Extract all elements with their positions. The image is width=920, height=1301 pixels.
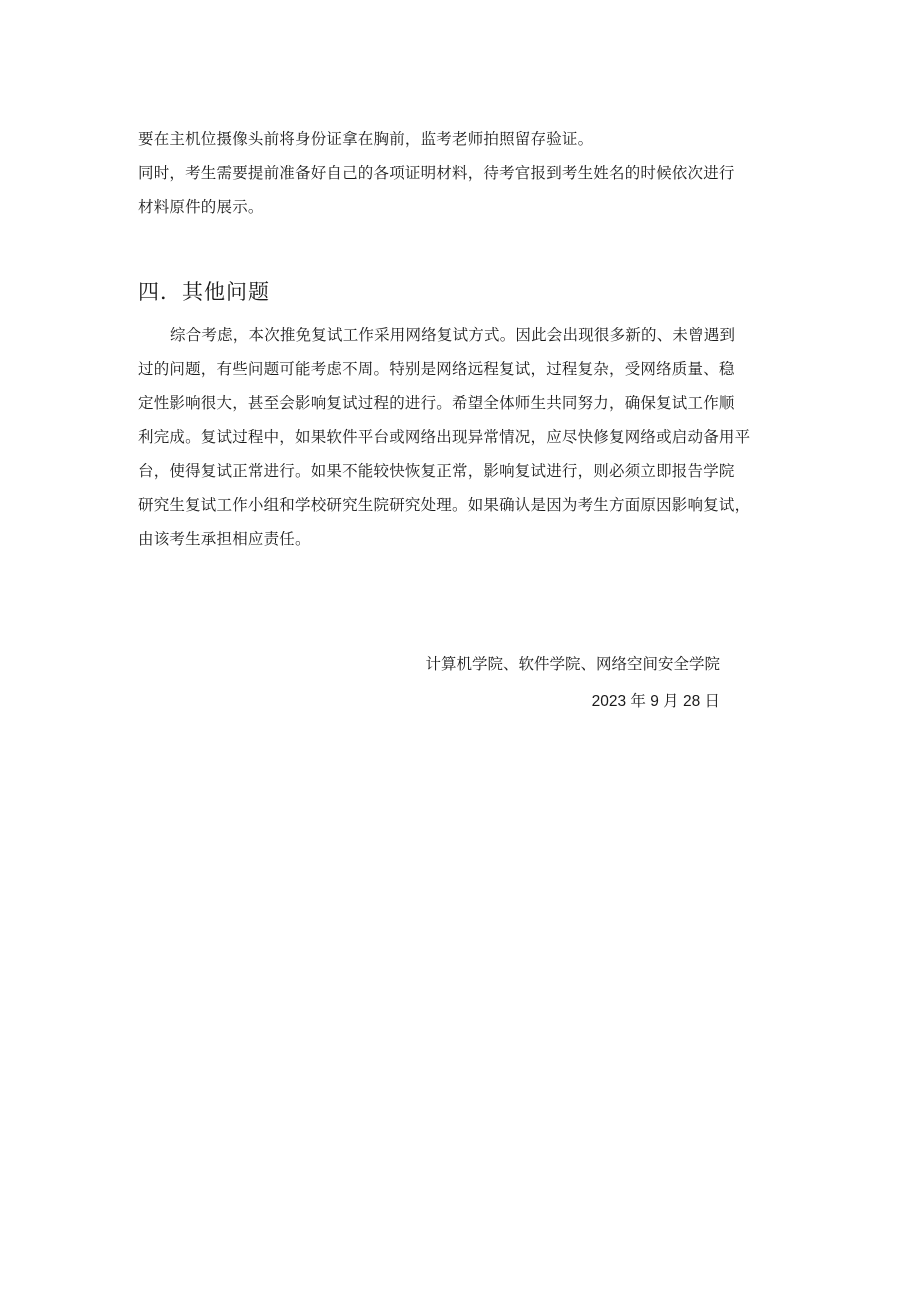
paragraph-line: 利完成。复试过程中，如果软件平台或网络出现异常情况，应尽快修复网络或启动备用平 <box>138 428 751 446</box>
section-paragraph <box>138 318 786 556</box>
paragraph-line: 材料原件的展示。 <box>138 198 264 216</box>
signature-block <box>425 645 720 721</box>
signature-date: 2023 年 9 月 28 日 <box>591 693 720 710</box>
paragraph-line: 综合考虑，本次推免复试工作采用网络复试方式。因此会出现很多新的、未曾遇到 <box>170 326 736 344</box>
paragraph-line: 过的问题，有些问题可能考虑不周。特别是网络远程复试，过程复杂，受网络质量、稳 <box>138 360 735 378</box>
section-heading: 四．其他问题 <box>138 280 270 304</box>
paragraph-line: 研究生复试工作小组和学校研究生院研究处理。如果确认是因为考生方面原因影响复试， <box>138 496 751 514</box>
paragraph-line: 由该考生承担相应责任。 <box>138 530 311 548</box>
paragraph-line: 台，使得复试正常进行。如果不能较快恢复正常，影响复试进行，则必须立即报告学院 <box>138 462 735 480</box>
paragraph-line: 同时，考生需要提前准备好自己的各项证明材料，待考官报到考生姓名的时候依次进行 <box>138 164 735 182</box>
paragraph-line: 定性影响很大，甚至会影响复试过程的进行。希望全体师生共同努力，确保复试工作顺 <box>138 394 735 412</box>
signature-organization: 计算机学院、软件学院、网络空间安全学院 <box>425 655 720 673</box>
continuation-paragraph <box>138 122 786 224</box>
paragraph-line: 要在主机位摄像头前将身份证拿在胸前，监考老师拍照留存验证。 <box>138 130 594 148</box>
